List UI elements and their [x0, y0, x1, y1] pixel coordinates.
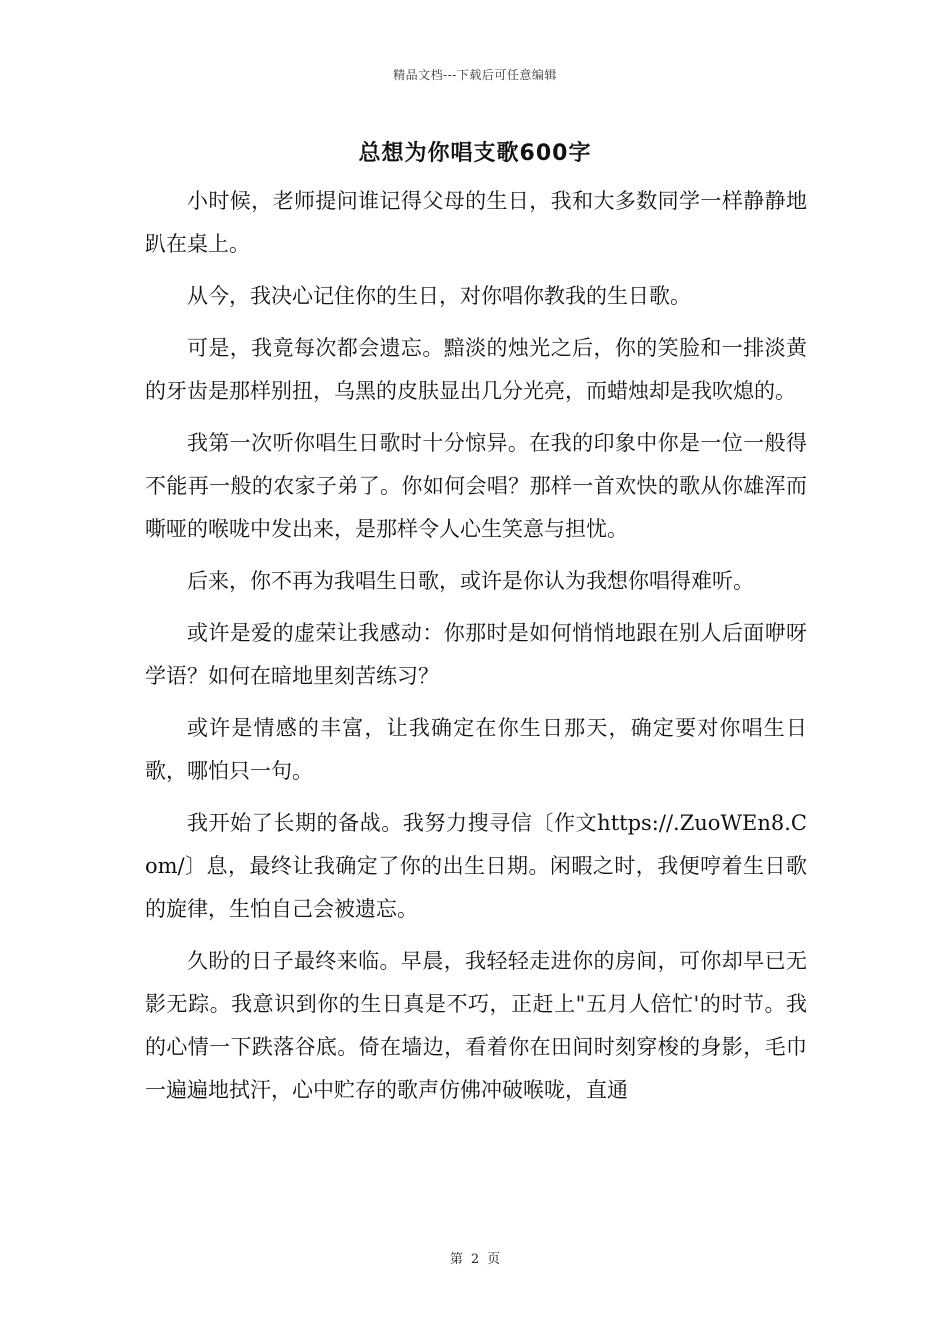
- footer-prefix: 第: [449, 1252, 463, 1267]
- paragraph-7: 或许是情感的丰富，让我确定在你生日那天，确定要对你唱生日歌，哪怕只一句。: [145, 716, 807, 783]
- document-title: 总想为你唱支歌600字: [358, 141, 592, 166]
- page-footer: [0, 1248, 950, 1267]
- page-number: 2: [470, 1252, 480, 1267]
- paragraph-4: 我第一次听你唱生日歌时十分惊异。在我的印象中你是一位一般得不能再一般的农家子弟了。你如何会唱？那样一首欢快的歌从你雄浑而嘶哑的喉咙中发出来，是那样令人心生笑意与担忧。: [145, 431, 807, 541]
- footer-suffix: 页: [487, 1252, 501, 1267]
- paragraph-8: 我开始了长期的备战。我努力搜寻信〔作文https://.ZuoWEn8.Com/〕息，最终让我确定了你的出生日期。闲暇之时，我便哼着生日歌的旋律，生怕自己会被遗忘。: [145, 811, 807, 921]
- paragraph-5: 后来，你不再为我唱生日歌，或许是你认为我想你唱得难听。: [187, 569, 754, 593]
- paragraph-2: 从今，我决心记住你的生日，对你唱你教我的生日歌。: [187, 284, 691, 308]
- header-note: 精品文档---下载后可任意编辑: [393, 68, 557, 82]
- document-body: [145, 180, 807, 1121]
- paragraph-3: 可是，我竟每次都会遗忘。黯淡的烛光之后，你的笑脸和一排淡黄的牙齿是那样别扭，乌黑的皮肤显出几分光亮，而蜡烛却是我吹熄的。: [145, 336, 807, 403]
- paragraph-6: 或许是爱的虚荣让我感动：你那时是如何悄悄地跟在别人后面咿呀学语？如何在暗地里刻苦练习？: [145, 621, 807, 688]
- paragraph-1: 小时候，老师提问谁记得父母的生日，我和大多数同学一样静静地趴在桌上。: [145, 189, 807, 256]
- paragraph-9: 久盼的日子最终来临。早晨，我轻轻走进你的房间，可你却早已无影无踪。我意识到你的生日真是不巧，正赶上"五月人倍忙'的时节。我的心情一下跌落谷底。倚在墙边，看着你在田间时刻穿梭的身影，毛巾一遍遍地拭汗，心中贮存的歌声仿佛冲破喉咙，直通: [145, 949, 807, 1102]
